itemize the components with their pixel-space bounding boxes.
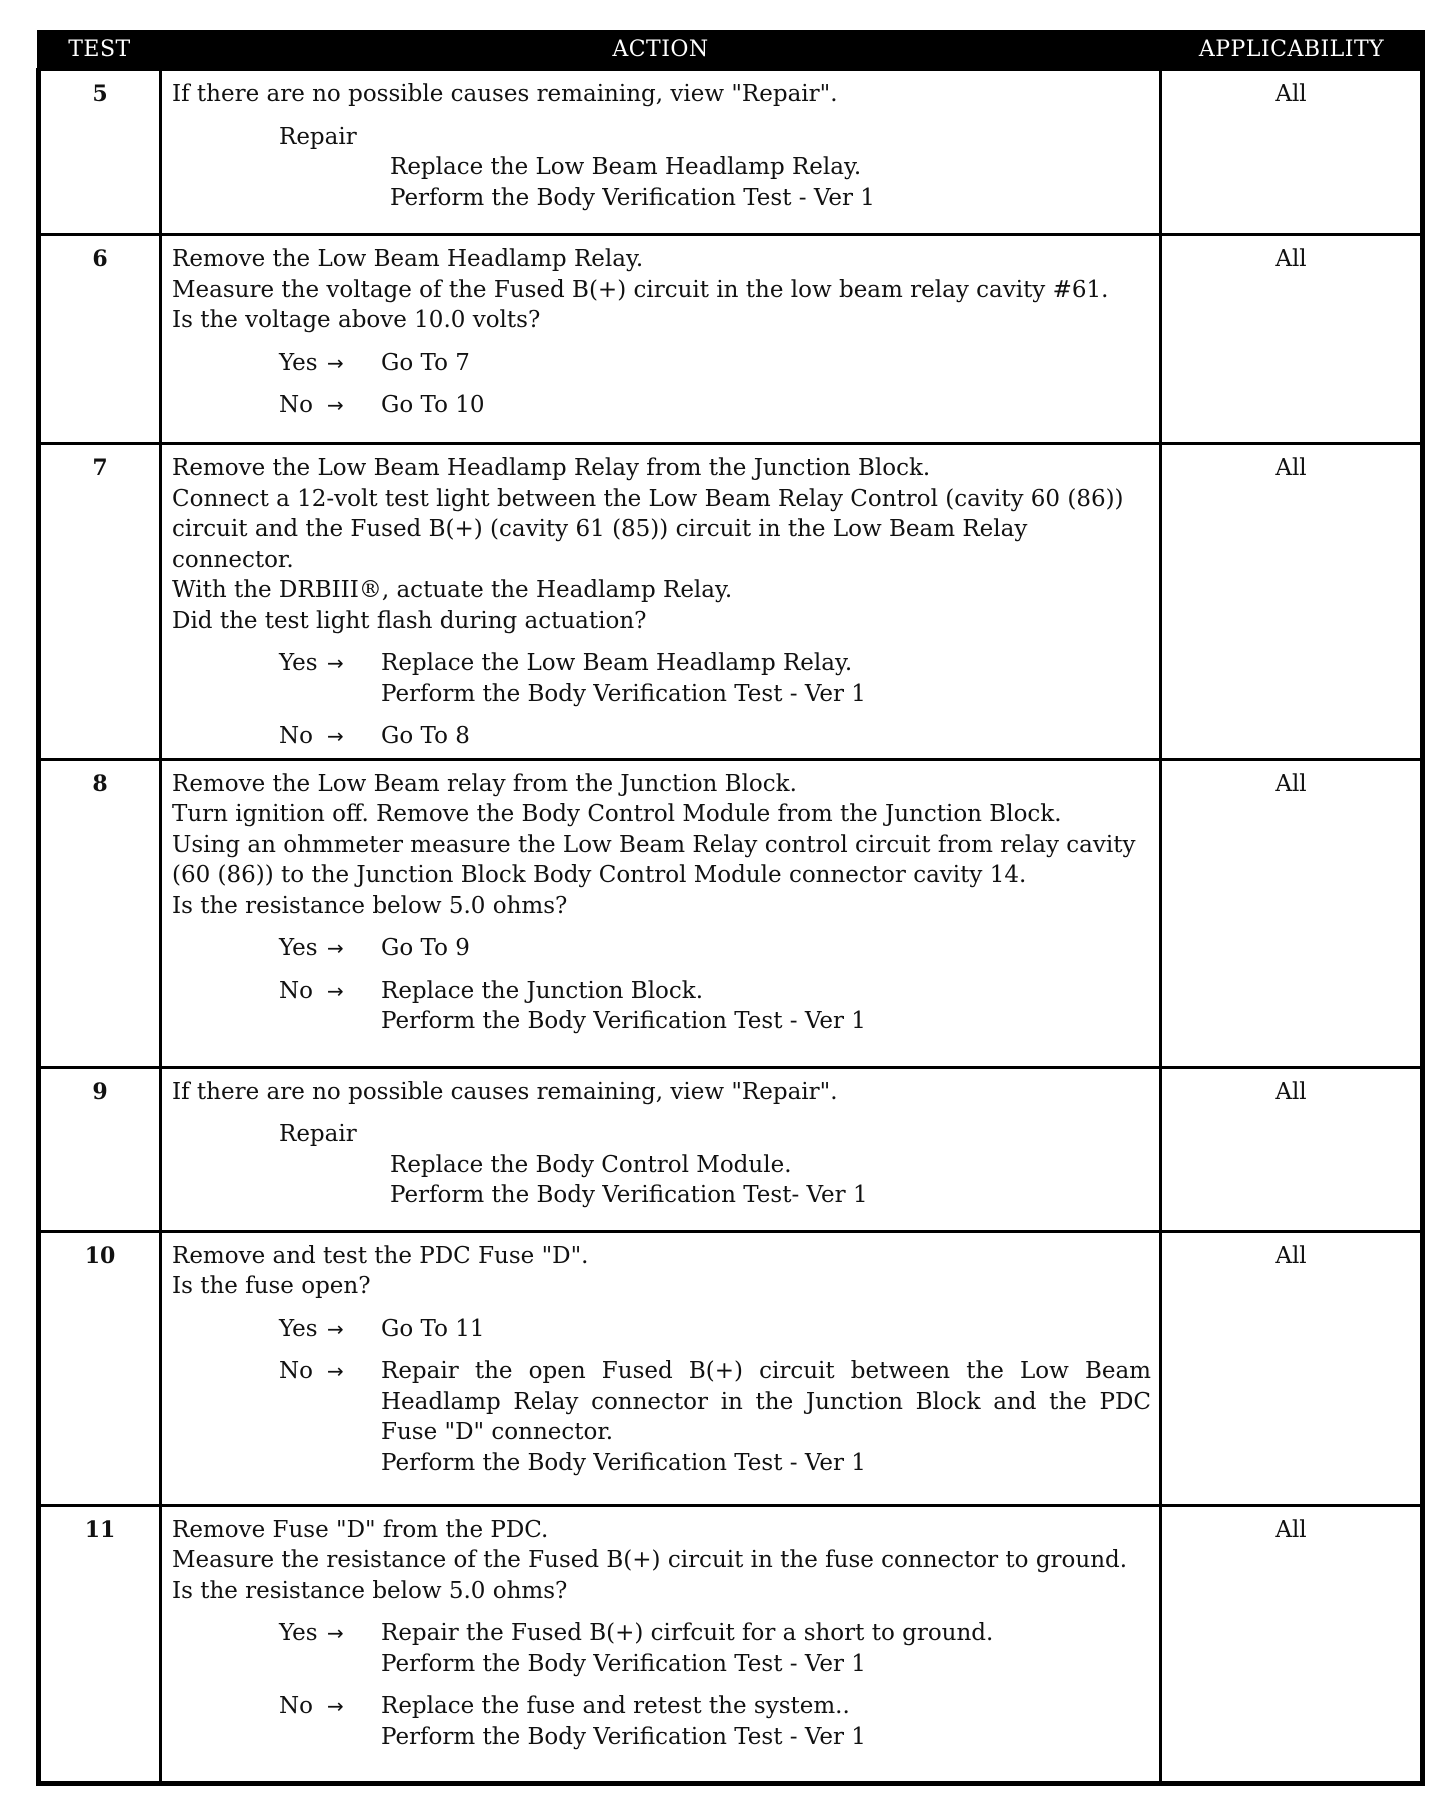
branch-label: Yes [279, 349, 318, 376]
repair-block [172, 122, 1151, 214]
instruction-text: Remove and test the PDC Fuse "D". [172, 1242, 589, 1269]
instruction-text: If there are no possible causes remaining, view "Repair". [172, 1078, 838, 1105]
repair-step: Replace the Low Beam Headlamp Relay. [390, 154, 862, 180]
branch-result-line: Go To 8 [381, 723, 470, 749]
branch-result-line: Go To 10 [381, 392, 485, 418]
branch-result-line: Perform the Body Verification Test - Ver 1 [381, 1449, 866, 1476]
test-number: 5 [39, 70, 161, 235]
right-arrow-icon: → [327, 1621, 344, 1645]
branch-yes [172, 648, 1151, 709]
instruction-text: Remove Fuse "D" from the PDC. [172, 1516, 549, 1543]
right-arrow-icon: → [327, 936, 344, 960]
instruction-text: Is the voltage above 10.0 volts? [172, 307, 541, 333]
instruction-text: If there are no possible causes remaining, view "Repair". [172, 81, 838, 107]
repair-block [172, 1119, 1151, 1211]
diagnostic-test-table [36, 30, 1425, 1786]
action-cell [161, 235, 1161, 444]
branch-label: No [279, 723, 313, 749]
branch-result [381, 721, 1151, 752]
branch-result-line: Replace the fuse and retest the system.. [381, 1693, 850, 1719]
branch-result-line: Perform the Body Verification Test - Ver 1 [381, 1650, 866, 1677]
branch-result-line: Replace the Low Beam Headlamp Relay. [381, 650, 853, 676]
right-arrow-icon: → [327, 350, 344, 375]
applicability: All [1161, 235, 1423, 444]
branch-result [381, 933, 1151, 964]
branch-yes [172, 348, 1151, 379]
table-row [39, 1231, 1423, 1505]
branch-result [381, 348, 1151, 379]
branch-label: Yes [279, 1620, 318, 1646]
branch-result-line: Replace the Junction Block. [381, 977, 704, 1004]
repair-label: Repair [279, 123, 357, 150]
test-number: 10 [39, 1231, 161, 1505]
table-row [39, 70, 1423, 235]
test-number: 7 [39, 444, 161, 760]
table-row [39, 1067, 1423, 1231]
branch-result-line: Repair the open Fused B(+) circuit between the Low Beam Headlamp Relay connector in the Junction Block and the PDC Fuse "D" connector. [381, 1358, 1151, 1445]
branch-result [381, 1314, 1151, 1345]
applicability: All [1161, 759, 1423, 1067]
table-row [39, 759, 1423, 1067]
right-arrow-icon: → [327, 724, 344, 748]
branch-label: No [279, 1693, 313, 1719]
repair-step: Perform the Body Verification Test - Ver 1 [390, 184, 875, 211]
right-arrow-icon: → [327, 393, 344, 417]
action-cell [161, 1505, 1161, 1783]
branch-label: Yes [279, 650, 318, 676]
test-number: 11 [39, 1505, 161, 1783]
instruction-text: Turn ignition off. Remove the Body Control Module from the Junction Block. [172, 801, 1062, 827]
right-arrow-icon: → [327, 1316, 344, 1341]
branch-result [381, 1618, 1151, 1679]
branch-label: No [279, 977, 313, 1004]
table-body [39, 70, 1423, 1784]
branch-yes [172, 933, 1151, 964]
branch-no [172, 1356, 1151, 1478]
branch-result-line: Perform the Body Verification Test - Ver 1 [381, 1008, 866, 1034]
branch-label: Yes [279, 1315, 318, 1342]
applicability: All [1161, 1067, 1423, 1231]
branch-no [172, 721, 1151, 752]
instruction-text: With the DRBIII®, actuate the Headlamp Relay. [172, 577, 733, 603]
diagnostic-test-sheet [36, 30, 1420, 1786]
test-number: 9 [39, 1067, 161, 1231]
branch-result-line: Perform the Body Verification Test - Ver 1 [381, 680, 866, 707]
table-row [39, 235, 1423, 444]
instruction-text: Remove the Low Beam Headlamp Relay. [172, 246, 644, 272]
applicability: All [1161, 70, 1423, 235]
header-test: TEST [39, 30, 161, 70]
action-cell [161, 1067, 1161, 1231]
table-header-row [39, 30, 1423, 70]
applicability: All [1161, 1505, 1423, 1783]
instruction-text: Remove the Low Beam relay from the Junction Block. [172, 770, 797, 797]
applicability: All [1161, 444, 1423, 760]
instruction-text: Is the resistance below 5.0 ohms? [172, 892, 568, 919]
right-arrow-icon: → [327, 651, 344, 675]
branch-result-line: Go To 7 [381, 349, 470, 376]
branch-result [381, 390, 1151, 421]
test-number: 8 [39, 759, 161, 1067]
instruction-text: Is the resistance below 5.0 ohms? [172, 1577, 568, 1604]
branch-yes [172, 1314, 1151, 1345]
repair-step: Replace the Body Control Module. [390, 1151, 792, 1178]
branch-result-line: Repair the Fused B(+) cirfcuit for a short to ground. [381, 1620, 994, 1646]
applicability: All [1161, 1231, 1423, 1505]
branch-yes [172, 1618, 1151, 1679]
action-cell [161, 1231, 1161, 1505]
instruction-text: Measure the resistance of the Fused B(+) circuit in the fuse connector to ground. [172, 1547, 1128, 1573]
branch-label: No [279, 392, 313, 418]
table-row [39, 1505, 1423, 1783]
branch-result-line: Perform the Body Verification Test - Ver 1 [381, 1723, 866, 1750]
branch-no [172, 390, 1151, 421]
action-cell [161, 759, 1161, 1067]
table-row [39, 444, 1423, 760]
repair-step: Perform the Body Verification Test- Ver 1 [390, 1182, 868, 1208]
branch-result-line: Go To 11 [381, 1315, 485, 1342]
test-number: 6 [39, 235, 161, 444]
branch-label: No [279, 1358, 313, 1384]
repair-label: Repair [279, 1121, 357, 1147]
branch-result [381, 1691, 1151, 1752]
branch-result [381, 976, 1151, 1037]
branch-label: Yes [279, 935, 318, 961]
branch-result [381, 648, 1151, 709]
instruction-text: Measure the voltage of the Fused B(+) circuit in the low beam relay cavity #61. [172, 276, 1109, 303]
right-arrow-icon: → [327, 1694, 344, 1718]
instruction-text: Using an ohmmeter measure the Low Beam Relay control circuit from relay cavity (60 (86)) to the Junction Block Body Control Module connector cavity 14. [172, 831, 1136, 888]
right-arrow-icon: → [327, 978, 344, 1003]
branch-result-line: Go To 9 [381, 935, 470, 961]
action-cell [161, 444, 1161, 760]
instruction-text: Did the test light flash during actuation? [172, 607, 647, 634]
action-cell [161, 70, 1161, 235]
right-arrow-icon: → [327, 1359, 344, 1383]
branch-no [172, 976, 1151, 1037]
header-action: ACTION [161, 30, 1161, 70]
header-applicability: APPLICABILITY [1161, 30, 1423, 70]
instruction-text: Is the fuse open? [172, 1273, 371, 1299]
instruction-text: Remove the Low Beam Headlamp Relay from the Junction Block. [172, 455, 931, 481]
instruction-text: Connect a 12-volt test light between the Low Beam Relay Control (cavity 60 (86)) circuit and the Fused B(+) (cavity 61 (85)) circuit in the Low Beam Relay connector. [172, 485, 1124, 573]
branch-result [381, 1356, 1151, 1478]
branch-no [172, 1691, 1151, 1752]
